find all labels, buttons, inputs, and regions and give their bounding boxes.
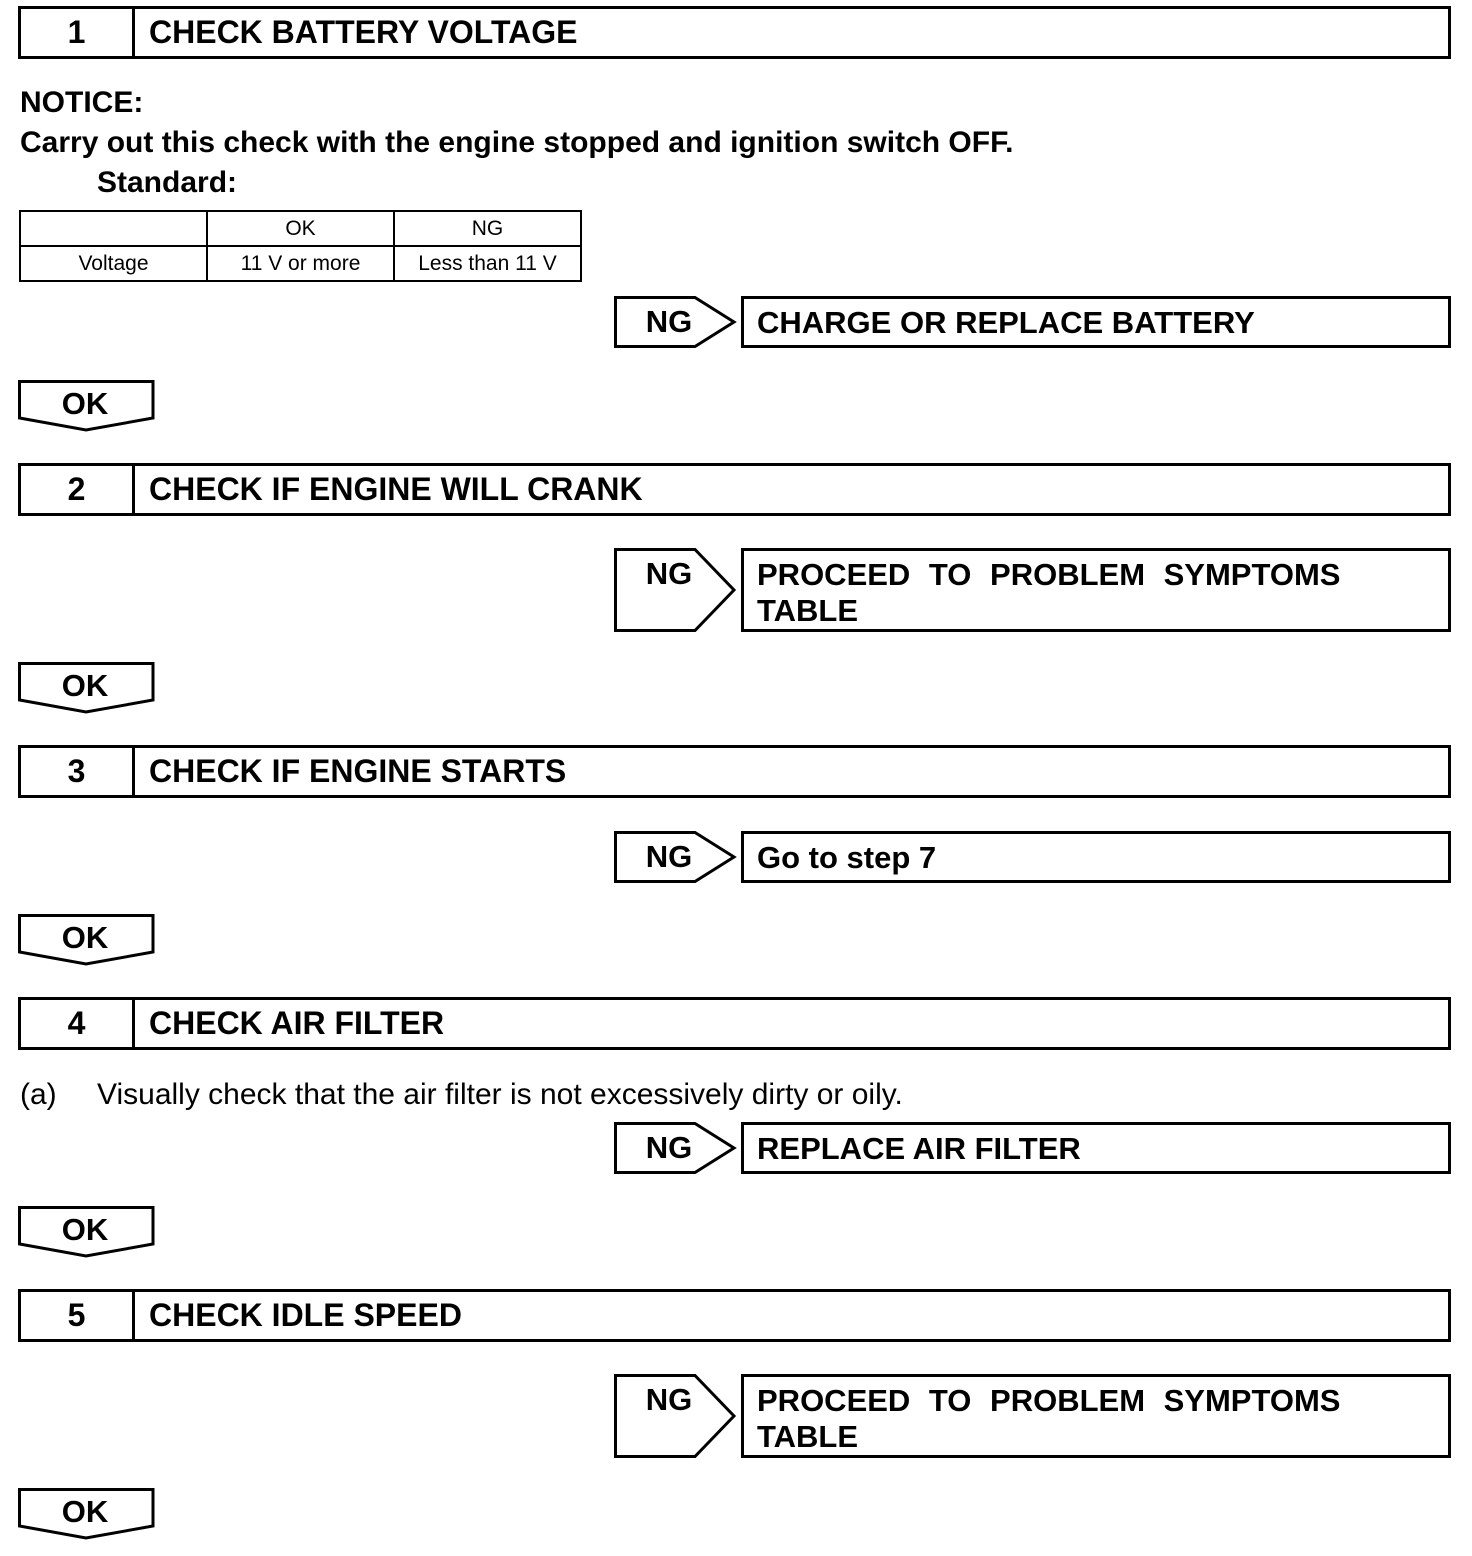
step-4-header: [18, 997, 1451, 1050]
notice-heading: NOTICE:: [20, 86, 144, 119]
ng-result-box: Go to step 7: [741, 831, 1451, 883]
instruction-text: Visually check that the air filter is not excessively dirty or oily.: [97, 1078, 903, 1111]
ok-label: OK: [61, 920, 109, 955]
ng-result-box: CHARGE OR REPLACE BATTERY: [741, 296, 1451, 348]
table-row: [20, 246, 581, 281]
table-cell: Voltage: [20, 246, 207, 281]
step-title: CHECK IDLE SPEED: [149, 1297, 462, 1333]
ng-result-box: PROCEED TO PROBLEM SYMPTOMS TABLE: [741, 548, 1451, 632]
step-3-header: [18, 745, 1451, 798]
step-number: 1: [21, 9, 135, 56]
step-number: 4: [21, 1000, 135, 1047]
standard-table: [19, 210, 582, 282]
table-cell: NG: [394, 211, 581, 246]
ng-arrow-tag: [614, 296, 736, 348]
ng-result-box: PROCEED TO PROBLEM SYMPTOMS TABLE: [741, 1374, 1451, 1458]
step-number: 3: [21, 748, 135, 795]
table-cell: 11 V or more: [207, 246, 394, 281]
ok-label: OK: [61, 386, 109, 421]
ok-down-tag: [18, 1206, 156, 1258]
step-number: 5: [21, 1292, 135, 1339]
ng-label: NG: [645, 839, 693, 874]
ng-label: NG: [645, 556, 693, 591]
ng-result-box: REPLACE AIR FILTER: [741, 1122, 1451, 1174]
step-title: CHECK IF ENGINE STARTS: [149, 753, 567, 789]
table-header-row: [20, 211, 581, 246]
step-5-header: [18, 1289, 1451, 1342]
step-number: 2: [21, 466, 135, 513]
ok-down-tag: [18, 914, 156, 966]
ng-label: NG: [645, 1382, 693, 1417]
ng-arrow-tag: [614, 1374, 736, 1458]
ok-label: OK: [61, 668, 109, 703]
table-cell: [20, 211, 207, 246]
step-title: CHECK AIR FILTER: [149, 1005, 445, 1041]
ok-down-tag: [18, 380, 156, 432]
notice-text: Carry out this check with the engine stopped and ignition switch OFF.: [20, 126, 1014, 159]
ng-label: NG: [645, 1130, 693, 1165]
ok-down-tag: [18, 1488, 156, 1540]
step-1-header: [18, 6, 1451, 59]
table-cell: Less than 11 V: [394, 246, 581, 281]
ng-arrow-tag: [614, 831, 736, 883]
ok-down-tag: [18, 662, 156, 714]
ng-arrow-tag: [614, 1122, 736, 1174]
ok-label: OK: [61, 1212, 109, 1247]
instruction-marker: (a): [20, 1078, 57, 1111]
step-title: CHECK IF ENGINE WILL CRANK: [149, 471, 643, 507]
ok-label: OK: [61, 1494, 109, 1529]
step-title: CHECK BATTERY VOLTAGE: [149, 14, 578, 50]
ng-label: NG: [645, 304, 693, 339]
ng-arrow-tag: [614, 548, 736, 632]
standard-label: Standard:: [97, 166, 238, 199]
table-cell: OK: [207, 211, 394, 246]
step-2-header: [18, 463, 1451, 516]
